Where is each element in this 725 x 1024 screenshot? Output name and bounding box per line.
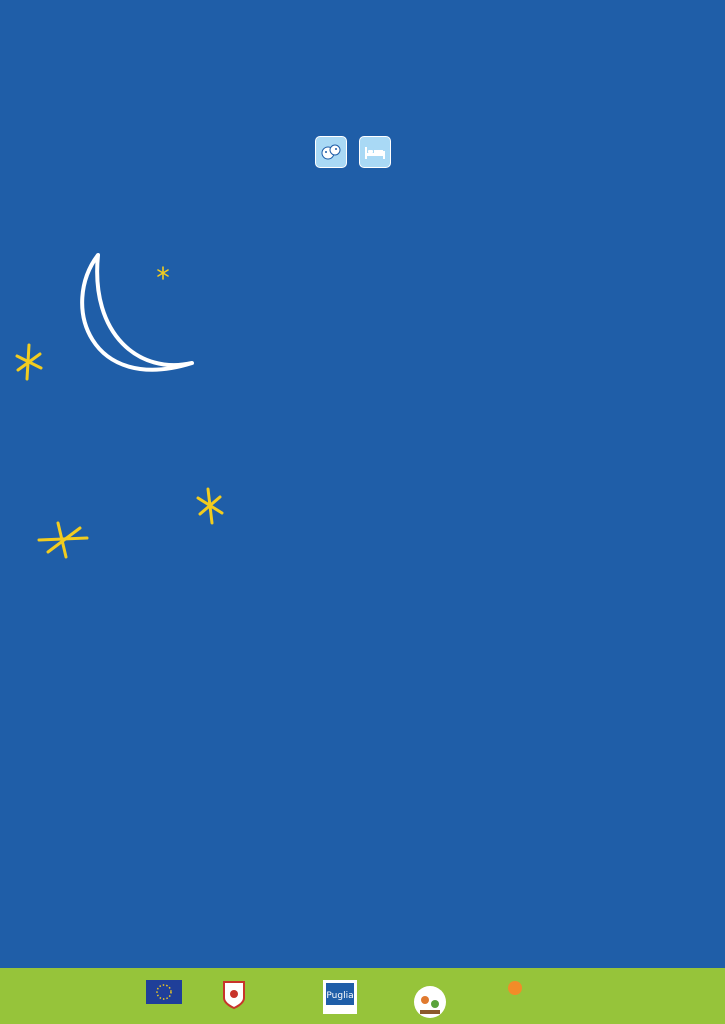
farm-animals-icon <box>315 136 347 168</box>
footer-sponsors <box>0 968 725 1024</box>
program-content <box>259 211 697 278</box>
eu-logo <box>144 980 184 1006</box>
star-icon <box>14 342 44 382</box>
promozione-logo <box>320 980 360 1016</box>
masserie-didattiche-logo <box>402 980 458 1022</box>
top-leaves-decoration <box>0 0 725 40</box>
bottom-leaves-decoration <box>0 928 725 973</box>
svg-text:Puglia: Puglia <box>326 991 354 1001</box>
star-icon <box>195 486 225 526</box>
star-icon <box>156 266 170 280</box>
spazio-eventi-logo <box>490 980 540 999</box>
regione-puglia-logo <box>214 980 254 1012</box>
star-icon <box>36 520 90 560</box>
header <box>0 44 725 46</box>
bed-icon <box>359 136 391 168</box>
moon-icon <box>60 245 200 395</box>
service-icons <box>315 136 391 168</box>
